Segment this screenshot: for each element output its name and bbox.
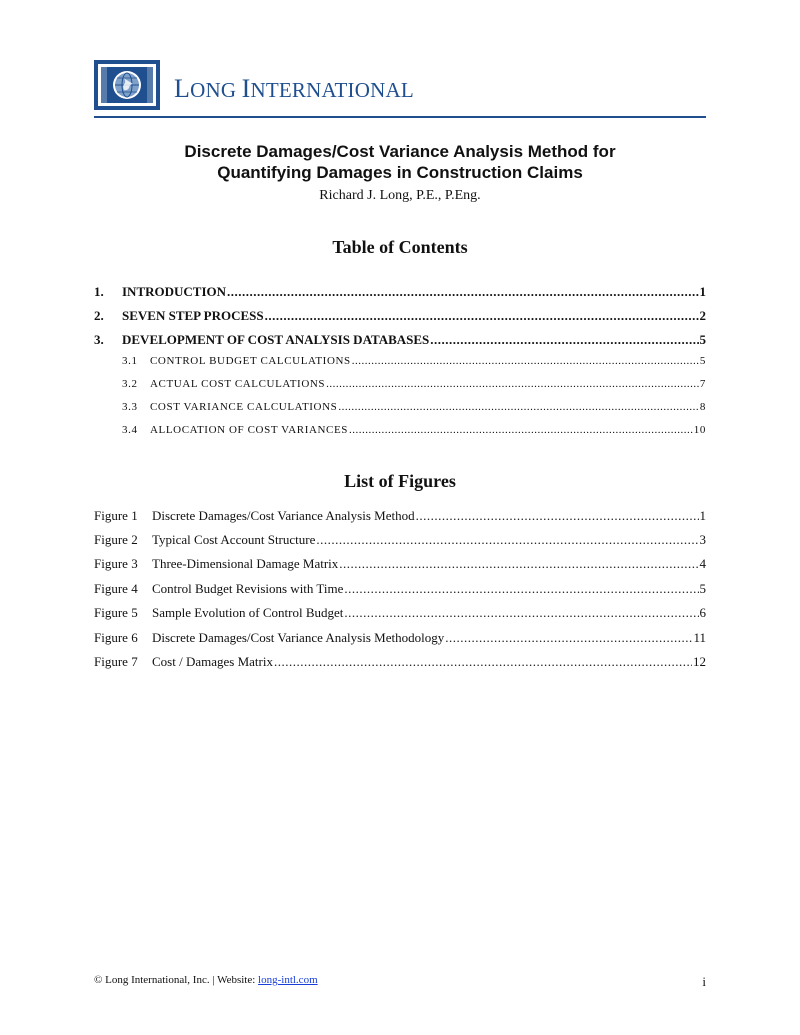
toc-heading: Table of Contents <box>332 237 468 257</box>
figure-label: Typical Cost Account Structure <box>152 532 316 547</box>
figure-entry[interactable] <box>94 654 706 672</box>
figure-page: 1 <box>699 508 706 523</box>
toc-entry-label: SEVEN STEP PROCESS <box>122 308 264 323</box>
figure-entry[interactable] <box>94 508 706 526</box>
document-title-line2: Quantifying Damages in Construction Claims <box>217 163 583 182</box>
leader-dots <box>430 332 698 348</box>
toc-subentry-number: 3.2 <box>122 378 138 390</box>
toc-entry-number: 1. <box>94 284 104 299</box>
figure-number: Figure 5 <box>94 605 138 620</box>
figure-label: Cost / Damages Matrix <box>152 654 273 669</box>
figure-number: Figure 2 <box>94 532 138 547</box>
toc-subentry-number: 3.4 <box>122 424 138 436</box>
toc-entry[interactable] <box>94 308 706 326</box>
figure-page: 12 <box>693 654 706 669</box>
figure-page: 11 <box>693 630 706 645</box>
figure-page: 6 <box>699 605 706 620</box>
toc-subentry-page: 8 <box>699 401 706 413</box>
figure-label: Discrete Damages/Cost Variance Analysis Methodology <box>152 630 445 645</box>
toc-subentry[interactable] <box>122 401 706 419</box>
leader-dots <box>326 378 699 390</box>
leader-dots <box>339 556 698 572</box>
toc-subentry-page: 10 <box>693 424 706 436</box>
leader-dots <box>274 654 692 670</box>
toc-entry-page: 1 <box>699 284 706 299</box>
figure-label: Discrete Damages/Cost Variance Analysis Method <box>152 508 415 523</box>
leader-dots <box>344 581 698 597</box>
toc-entry[interactable] <box>94 284 706 302</box>
toc-entry-page: 5 <box>699 332 706 347</box>
toc-subentry-page: 5 <box>699 355 706 367</box>
figure-label: Control Budget Revisions with Time <box>152 581 344 596</box>
leader-dots <box>416 508 699 524</box>
figure-number: Figure 3 <box>94 556 138 571</box>
figure-number: Figure 7 <box>94 654 138 669</box>
document-title-line1: Discrete Damages/Cost Variance Analysis Method for <box>184 142 616 161</box>
figure-entry[interactable] <box>94 630 706 648</box>
toc-subentry[interactable] <box>122 355 706 373</box>
company-logo-icon <box>94 60 160 110</box>
page-footer <box>94 974 706 990</box>
website-link[interactable]: long-intl.com <box>258 974 318 986</box>
header-rule <box>94 116 706 118</box>
toc-subentry-label: COST VARIANCE CALCULATIONS <box>150 401 338 413</box>
toc-entry-label: DEVELOPMENT OF COST ANALYSIS DATABASES <box>122 332 430 347</box>
toc-entry-label: INTRODUCTION <box>122 284 227 299</box>
toc-subentry-page: 7 <box>699 378 706 390</box>
figure-number: Figure 6 <box>94 630 138 645</box>
figure-entry[interactable] <box>94 605 706 623</box>
leader-dots <box>316 532 698 548</box>
figure-label: Sample Evolution of Control Budget <box>152 605 344 620</box>
leader-dots <box>265 308 699 324</box>
letterhead <box>94 60 706 120</box>
toc-subentry-label: ALLOCATION OF COST VARIANCES <box>150 424 349 436</box>
figure-page: 3 <box>699 532 706 547</box>
leader-dots <box>227 284 698 300</box>
leader-dots <box>338 401 699 413</box>
figure-number: Figure 1 <box>94 508 138 523</box>
company-name: LONG INTERNATIONAL <box>174 74 414 103</box>
toc-entry-number: 3. <box>94 332 104 347</box>
footer-copyright-text: © Long International, Inc. | Website: <box>94 974 259 986</box>
figure-label: Three-Dimensional Damage Matrix <box>152 556 339 571</box>
author: Richard J. Long, P.E., P.Eng. <box>319 188 481 203</box>
page-number: i <box>702 974 706 989</box>
figure-entry[interactable] <box>94 556 706 574</box>
figure-page: 4 <box>699 556 706 571</box>
lof-heading: List of Figures <box>344 471 456 491</box>
toc-entry[interactable] <box>94 332 706 350</box>
leader-dots <box>352 355 699 367</box>
toc-subentry[interactable] <box>122 378 706 396</box>
toc-subentry-label: ACTUAL COST CALCULATIONS <box>150 378 326 390</box>
leader-dots <box>349 424 693 436</box>
toc-subentry-label: CONTROL BUDGET CALCULATIONS <box>150 355 351 367</box>
toc-subentry[interactable] <box>122 424 706 442</box>
footer-copyright <box>94 974 318 990</box>
leader-dots <box>445 630 692 646</box>
toc-subentry-number: 3.3 <box>122 401 138 413</box>
figure-entry[interactable] <box>94 532 706 550</box>
toc-entry-page: 2 <box>699 308 706 323</box>
figure-number: Figure 4 <box>94 581 138 596</box>
toc-entry-number: 2. <box>94 308 104 323</box>
leader-dots <box>344 605 698 621</box>
figure-entry[interactable] <box>94 581 706 599</box>
toc-subentry-number: 3.1 <box>122 355 138 367</box>
figure-page: 5 <box>699 581 706 596</box>
